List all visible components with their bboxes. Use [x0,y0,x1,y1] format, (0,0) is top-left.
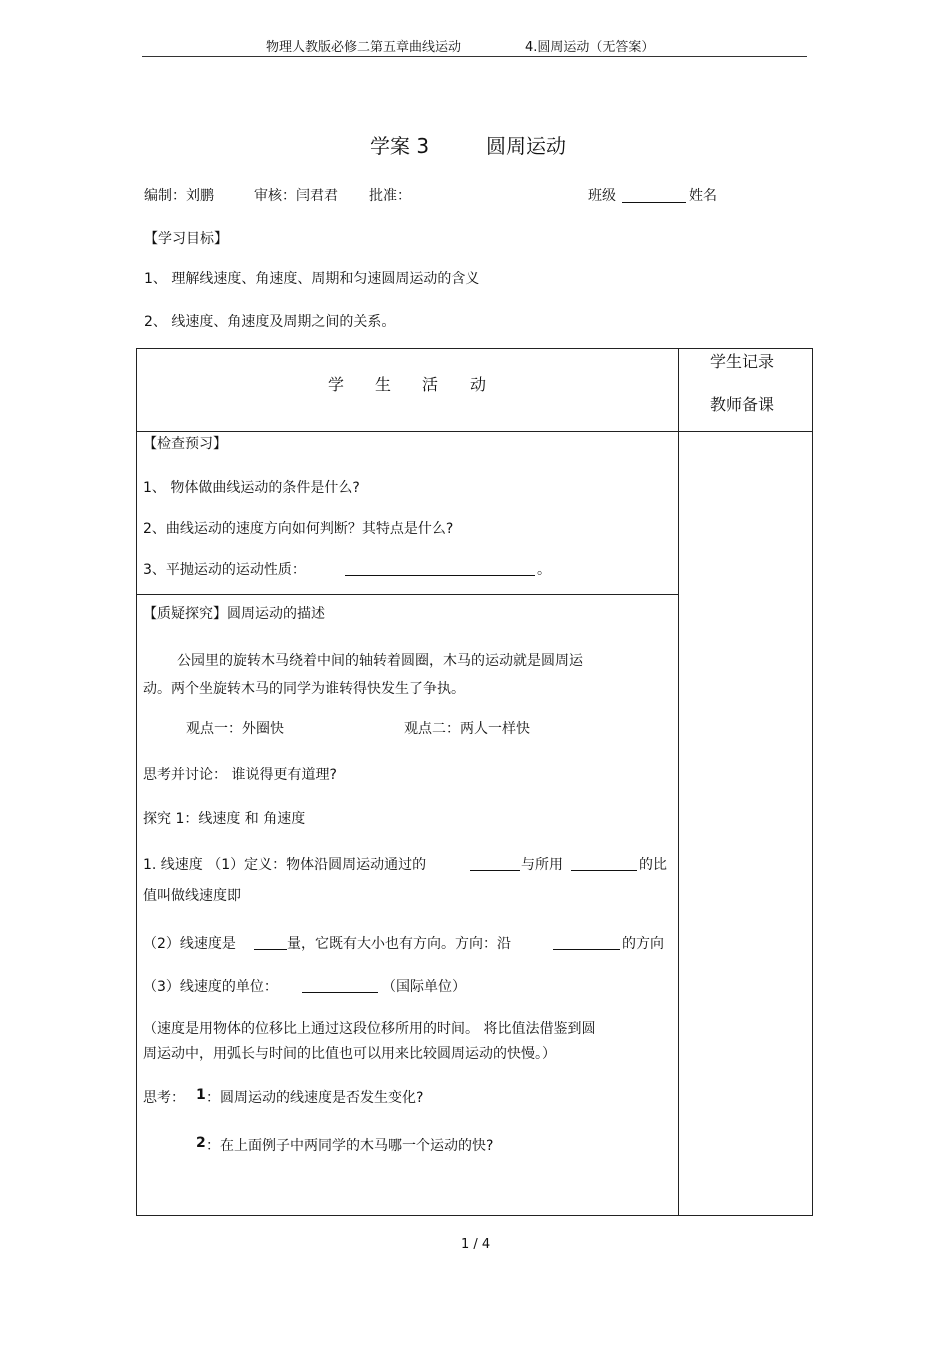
header-char-1: 学 [328,375,345,394]
explore-paragraph-line-2: 动。两个坐旋转木马的同学为谁转得快发生了争执。 [143,681,465,697]
reviewer: 审核：闫君君 [254,188,338,204]
running-header-left: 物理人教版必修二第五章曲线运动 [266,40,462,55]
definition-end: 的比 [639,857,667,873]
goal-item-1: 1、 理解线速度、角速度、周期和匀速圆周运动的含义 [144,271,480,287]
preview-q3-end: 。 [537,562,551,578]
definition-line-2: 值叫做线速度即 [143,888,241,904]
header-rule [142,56,807,57]
header-student-record: 学生记录 [710,352,775,371]
table-header-divider [136,431,813,432]
explore-paragraph-line-1: 公园里的旋转木马绕着中间的轴转着圆圈，木马的运动就是圆周运 [177,653,583,669]
preview-question-1: 1、 物体做曲线运动的条件是什么? [143,480,360,496]
property-2-blank-2 [553,935,620,950]
preview-q3-blank [345,561,535,576]
header-char-3: 活 [422,375,439,394]
linear-velocity-definition: 1. 线速度 （1）定义：物体沿圆周运动通过的 [143,857,427,873]
header-char-4: 动 [470,375,487,394]
preview-question-3: 3、平抛运动的运动性质： [143,562,306,578]
table-section-divider [136,594,678,595]
explore-heading: 【质疑探究】圆周运动的描述 [143,606,325,622]
page-title: 圆周运动 [486,134,566,158]
goals-heading: 【学习目标】 [144,231,228,247]
table-column-divider [678,348,679,1216]
explore-1-heading: 探究 1：线速度 和 角速度 [143,811,306,827]
property-3-blank [302,978,378,993]
definition-blank-2 [571,856,637,871]
definition-mid: 与所用 [521,857,563,873]
property-2-mid: 量，它既有大小也有方向。方向：沿 [287,936,511,952]
viewpoint-1: 观点一：外圈快 [186,721,284,737]
discussion-prompt: 思考并讨论： 谁说得更有道理? [143,767,337,783]
class-label: 班级 [588,188,616,204]
think-2-text: ：在上面例子中两同学的木马哪一个运动的快? [206,1138,494,1154]
page-title-number: 学案 3 [370,134,430,158]
think-1-number: 1 [196,1087,206,1103]
name-label: 姓名 [689,188,717,204]
approver: 批准： [369,188,411,204]
property-3-start: （3）线速度的单位： [143,979,278,995]
property-2-start: （2）线速度是 [143,936,236,952]
running-header-right: 4.圆周运动（无答案） [525,40,655,55]
editor: 编制：刘鹏 [144,188,214,204]
think-1-text: ：圆周运动的线速度是否发生变化? [206,1090,424,1106]
definition-blank-1 [470,856,520,871]
note-line-1: （速度是用物体的位移比上通过这段位移所用的时间。 将比值法借鉴到圆 [143,1021,596,1037]
class-blank [622,188,686,203]
think-2-number: 2 [196,1135,206,1151]
preview-question-2: 2、曲线运动的速度方向如何判断？其特点是什么? [143,521,454,537]
goal-item-2: 2、 线速度、角速度及周期之间的关系。 [144,314,396,330]
viewpoint-2: 观点二：两人一样快 [404,721,530,737]
header-char-2: 生 [375,375,392,394]
header-teacher-prep: 教师备课 [710,395,775,414]
property-2-end: 的方向 [622,936,664,952]
note-line-2: 周运动中，用弧长与时间的比值也可以用来比较圆周运动的快慢。） [143,1046,556,1062]
page-number: 1 / 4 [461,1237,491,1252]
preview-heading: 【检查预习】 [143,436,227,452]
think-label: 思考： [143,1090,185,1106]
property-2-blank-1 [254,935,287,950]
property-3-end: （国际单位） [382,979,466,995]
